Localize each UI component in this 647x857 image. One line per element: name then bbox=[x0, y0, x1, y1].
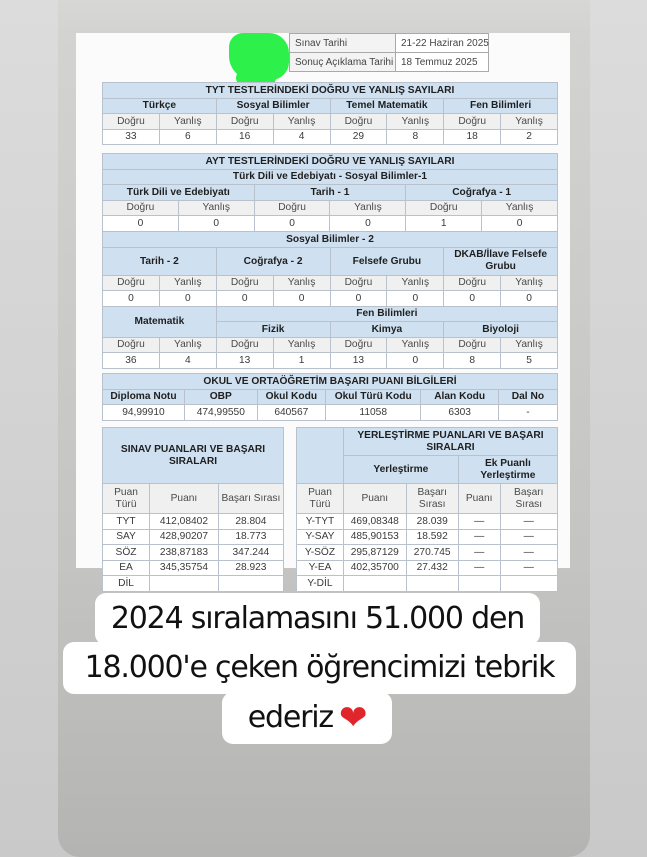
placement-rank bbox=[406, 576, 458, 592]
extra-rank: — bbox=[500, 529, 557, 545]
ayt-value: 36 bbox=[103, 353, 160, 369]
ayt-value: 0 bbox=[254, 216, 330, 232]
score-rank bbox=[218, 576, 283, 592]
ayt-value: 8 bbox=[444, 353, 501, 369]
score-header: Puan Türü bbox=[103, 484, 150, 514]
result-document bbox=[76, 33, 570, 589]
yanlis-label: Yanlış bbox=[273, 337, 330, 353]
ayt-value: 0 bbox=[387, 353, 444, 369]
extra-rank: — bbox=[500, 545, 557, 561]
ayt-group2-table bbox=[102, 231, 558, 369]
yanlis-label: Yanlış bbox=[178, 200, 254, 216]
dogru-label: Doğru bbox=[330, 337, 387, 353]
ayt-value: 0 bbox=[273, 291, 330, 307]
placement-rank: 27.432 bbox=[406, 560, 458, 576]
ayt-value: 0 bbox=[159, 291, 216, 307]
yanlis-label: Yanlış bbox=[501, 275, 558, 291]
dogru-label: Doğru bbox=[330, 114, 387, 130]
school-value: 94,99910 bbox=[103, 405, 185, 421]
tyt-value: 16 bbox=[216, 129, 273, 145]
dogru-label: Doğru bbox=[444, 337, 501, 353]
score-value: 428,90207 bbox=[150, 529, 219, 545]
dogru-label: Doğru bbox=[103, 275, 160, 291]
ayt-value: 0 bbox=[330, 216, 406, 232]
placement-rank: 28.039 bbox=[406, 514, 458, 530]
ayt-subject: Coğrafya - 2 bbox=[216, 247, 330, 275]
score-header: Başarı Sırası bbox=[218, 484, 283, 514]
placement-group-b: Ek Puanlı Yerleştirme bbox=[458, 456, 557, 484]
school-value: 11058 bbox=[325, 405, 421, 421]
placement-value: 485,90153 bbox=[343, 529, 406, 545]
placement-header: Puanı bbox=[343, 484, 406, 514]
placement-type: Y-EA bbox=[297, 560, 344, 576]
dogru-label: Doğru bbox=[330, 275, 387, 291]
school-header: Okul Kodu bbox=[257, 389, 325, 405]
ayt-value: 0 bbox=[444, 291, 501, 307]
ayt-subject: Coğrafya - 1 bbox=[406, 185, 558, 201]
score-rank: 28.804 bbox=[218, 514, 283, 530]
school-header: Diploma Notu bbox=[103, 389, 185, 405]
ayt-value: 13 bbox=[330, 353, 387, 369]
ayt-subject: Biyoloji bbox=[444, 322, 558, 338]
dogru-label: Doğru bbox=[103, 114, 160, 130]
score-value bbox=[150, 576, 219, 592]
placement-header: Başarı Sırası bbox=[406, 484, 458, 514]
ayt-value: 0 bbox=[387, 291, 444, 307]
ayt-value: 0 bbox=[103, 216, 179, 232]
heart-icon: ❤ bbox=[338, 698, 367, 738]
dogru-label: Doğru bbox=[444, 114, 501, 130]
school-info-table bbox=[102, 373, 558, 421]
ayt-value: 0 bbox=[501, 291, 558, 307]
score-rank: 347.244 bbox=[218, 545, 283, 561]
school-value: 640567 bbox=[257, 405, 325, 421]
school-value: - bbox=[498, 405, 557, 421]
ayt-group2-title: Sosyal Bilimler - 2 bbox=[103, 232, 558, 248]
dogru-label: Doğru bbox=[103, 337, 160, 353]
ayt-group1-table bbox=[102, 153, 558, 232]
ayt-subject: DKAB/İlave Felsefe Grubu bbox=[444, 247, 558, 275]
ayt-group1-title: Türk Dili ve Edebiyatı - Sosyal Bilimler-1 bbox=[103, 169, 558, 185]
tyt-title: TYT TESTLERİNDEKİ DOĞRU VE YANLIŞ SAYILARI bbox=[103, 83, 558, 99]
ayt-subject: Tarih - 1 bbox=[254, 185, 406, 201]
school-info-title: OKUL VE ORTAÖĞRETİM BAŞARI PUANI BİLGİLERİ bbox=[103, 374, 558, 390]
dogru-label: Doğru bbox=[216, 114, 273, 130]
ayt-value: 0 bbox=[103, 291, 160, 307]
score-rank: 18.773 bbox=[218, 529, 283, 545]
yanlis-label: Yanlış bbox=[387, 275, 444, 291]
ayt-subject: Kimya bbox=[330, 322, 444, 338]
exam-date-label: Sınav Tarihi bbox=[290, 34, 396, 53]
caption-line-3-text: ederiz bbox=[247, 700, 333, 735]
tyt-subject: Temel Matematik bbox=[330, 98, 444, 114]
yanlis-label: Yanlış bbox=[330, 200, 406, 216]
school-header: Okul Türü Kodu bbox=[325, 389, 421, 405]
placement-type: Y-DİL bbox=[297, 576, 344, 592]
tyt-subject: Sosyal Bilimler bbox=[216, 98, 330, 114]
yanlis-label: Yanlış bbox=[273, 114, 330, 130]
ayt-subject: Tarih - 2 bbox=[103, 247, 217, 275]
yanlis-label: Yanlış bbox=[159, 337, 216, 353]
placement-title: YERLEŞTİRME PUANLARI VE BAŞARI SIRALARI bbox=[343, 428, 557, 456]
tyt-value: 2 bbox=[501, 129, 558, 145]
yanlis-label: Yanlış bbox=[501, 114, 558, 130]
extra-value: — bbox=[458, 514, 500, 530]
ayt-subject: Türk Dili ve Edebiyatı bbox=[103, 185, 255, 201]
ayt-value: 0 bbox=[330, 291, 387, 307]
yanlis-label: Yanlış bbox=[387, 114, 444, 130]
placement-type: Y-TYT bbox=[297, 514, 344, 530]
dogru-label: Doğru bbox=[444, 275, 501, 291]
tyt-value: 33 bbox=[103, 129, 160, 145]
ayt-value: 0 bbox=[216, 291, 273, 307]
ayt-value: 1 bbox=[406, 216, 482, 232]
caption-line-1: 2024 sıralamasını 51.000 den bbox=[95, 593, 540, 645]
dogru-label: Doğru bbox=[216, 275, 273, 291]
ayt-fen-title: Fen Bilimleri bbox=[216, 306, 557, 322]
school-value: 6303 bbox=[421, 405, 498, 421]
extra-value: — bbox=[458, 560, 500, 576]
yanlis-label: Yanlış bbox=[273, 275, 330, 291]
dogru-label: Doğru bbox=[254, 200, 330, 216]
score-type: SÖZ bbox=[103, 545, 150, 561]
dogru-label: Doğru bbox=[103, 200, 179, 216]
score-value: 345,35754 bbox=[150, 560, 219, 576]
ayt-math-label: Matematik bbox=[103, 306, 217, 337]
ayt-value: 0 bbox=[482, 216, 558, 232]
placement-type: Y-SÖZ bbox=[297, 545, 344, 561]
caption-line-2: 18.000'e çeken öğrencimizi tebrik bbox=[63, 642, 576, 694]
placement-rank: 18.592 bbox=[406, 529, 458, 545]
ayt-title: AYT TESTLERİNDEKİ DOĞRU VE YANLIŞ SAYILARI bbox=[103, 154, 558, 170]
school-header: OBP bbox=[184, 389, 257, 405]
placement-header: Puan Türü bbox=[297, 484, 344, 514]
placement-value: 402,35700 bbox=[343, 560, 406, 576]
school-header: Dal No bbox=[498, 389, 557, 405]
placement-rank: 270.745 bbox=[406, 545, 458, 561]
exam-date-value: 21-22 Haziran 2025 bbox=[396, 34, 489, 53]
tyt-subject: Türkçe bbox=[103, 98, 217, 114]
yanlis-label: Yanlış bbox=[387, 337, 444, 353]
exam-scores-title: SINAV PUANLARI VE BAŞARI SIRALARI bbox=[103, 428, 284, 484]
score-value: 412,08402 bbox=[150, 514, 219, 530]
yanlis-label: Yanlış bbox=[482, 200, 558, 216]
extra-value: — bbox=[458, 529, 500, 545]
yanlis-label: Yanlış bbox=[159, 114, 216, 130]
score-type: SAY bbox=[103, 529, 150, 545]
placement-header: Puanı bbox=[458, 484, 500, 514]
placement-type: Y-SAY bbox=[297, 529, 344, 545]
result-date-value: 18 Temmuz 2025 bbox=[396, 53, 489, 72]
extra-value bbox=[458, 576, 500, 592]
placement-corner bbox=[297, 428, 344, 484]
ayt-subject: Felsefe Grubu bbox=[330, 247, 444, 275]
tyt-value: 4 bbox=[273, 129, 330, 145]
placement-value: 295,87129 bbox=[343, 545, 406, 561]
extra-rank: — bbox=[500, 514, 557, 530]
tyt-subject: Fen Bilimleri bbox=[444, 98, 558, 114]
score-type: TYT bbox=[103, 514, 150, 530]
tyt-value: 8 bbox=[387, 129, 444, 145]
tyt-value: 18 bbox=[444, 129, 501, 145]
score-type: DİL bbox=[103, 576, 150, 592]
dogru-label: Doğru bbox=[406, 200, 482, 216]
ayt-value: 4 bbox=[159, 353, 216, 369]
tyt-table bbox=[102, 82, 558, 145]
tyt-value: 6 bbox=[159, 129, 216, 145]
score-type: EA bbox=[103, 560, 150, 576]
extra-value: — bbox=[458, 545, 500, 561]
score-header: Puanı bbox=[150, 484, 219, 514]
placement-group-a: Yerleştirme bbox=[343, 456, 458, 484]
ayt-subject: Fizik bbox=[216, 322, 330, 338]
exam-info-table bbox=[289, 33, 489, 72]
result-date-label: Sonuç Açıklama Tarihi bbox=[290, 53, 396, 72]
ayt-value: 1 bbox=[273, 353, 330, 369]
placement-scores-table bbox=[296, 427, 558, 592]
tyt-value: 29 bbox=[330, 129, 387, 145]
score-value: 238,87183 bbox=[150, 545, 219, 561]
placement-header: Başarı Sırası bbox=[500, 484, 557, 514]
ayt-value: 0 bbox=[178, 216, 254, 232]
school-value: 474,99550 bbox=[184, 405, 257, 421]
school-header: Alan Kodu bbox=[421, 389, 498, 405]
exam-scores-table bbox=[102, 427, 284, 592]
ayt-value: 13 bbox=[216, 353, 273, 369]
dogru-label: Doğru bbox=[216, 337, 273, 353]
extra-rank bbox=[500, 576, 557, 592]
extra-rank: — bbox=[500, 560, 557, 576]
ayt-value: 5 bbox=[501, 353, 558, 369]
placement-value bbox=[343, 576, 406, 592]
yanlis-label: Yanlış bbox=[159, 275, 216, 291]
score-rank: 28.923 bbox=[218, 560, 283, 576]
placement-value: 469,08348 bbox=[343, 514, 406, 530]
yanlis-label: Yanlış bbox=[501, 337, 558, 353]
